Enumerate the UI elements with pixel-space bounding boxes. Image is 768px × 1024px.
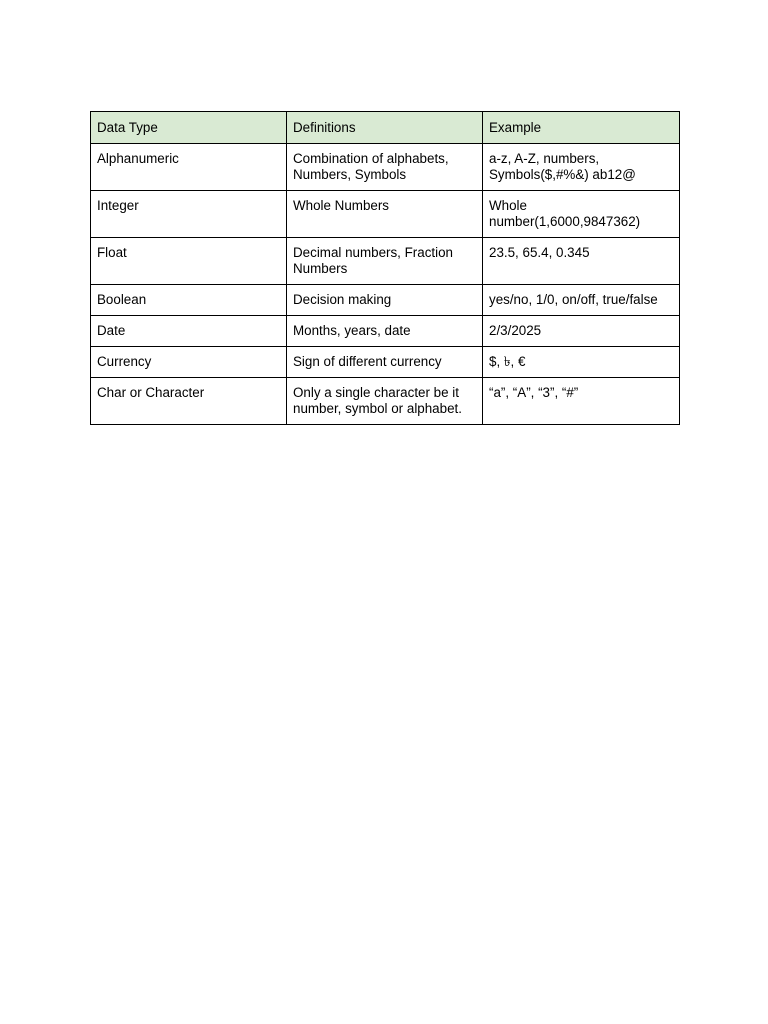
table-row [91, 285, 680, 316]
example-cell: Whole number(1,6000,9847362) [483, 191, 680, 238]
header-cell-example: Example [483, 112, 680, 144]
table-row [91, 347, 680, 378]
data-type-cell: Alphanumeric [91, 144, 287, 191]
data-type-cell: Integer [91, 191, 287, 238]
data-type-cell: Char or Character [91, 378, 287, 425]
data-type-cell: Float [91, 238, 287, 285]
data-type-cell: Date [91, 316, 287, 347]
data-type-cell: Currency [91, 347, 287, 378]
example-cell: 2/3/2025 [483, 316, 680, 347]
data-types-table [90, 111, 680, 425]
definition-cell: Sign of different currency [287, 347, 483, 378]
table-row [91, 144, 680, 191]
example-cell: $, ৳, € [483, 347, 680, 378]
data-type-cell: Boolean [91, 285, 287, 316]
definition-cell: Months, years, date [287, 316, 483, 347]
definition-cell: Decision making [287, 285, 483, 316]
table-row [91, 378, 680, 425]
table-row [91, 191, 680, 238]
header-cell-definitions: Definitions [287, 112, 483, 144]
definition-cell: Decimal numbers, Fraction Numbers [287, 238, 483, 285]
table-header-row [91, 112, 680, 144]
example-cell: “a”, “A”, “3”, “#” [483, 378, 680, 425]
table-row [91, 316, 680, 347]
header-cell-data-type: Data Type [91, 112, 287, 144]
example-cell: a-z, A-Z, numbers, Symbols($,#%&) ab12@ [483, 144, 680, 191]
definition-cell: Only a single character be it number, symbol or alphabet. [287, 378, 483, 425]
example-cell: 23.5, 65.4, 0.345 [483, 238, 680, 285]
example-cell: yes/no, 1/0, on/off, true/false [483, 285, 680, 316]
table-row [91, 238, 680, 285]
definition-cell: Whole Numbers [287, 191, 483, 238]
definition-cell: Combination of alphabets, Numbers, Symbols [287, 144, 483, 191]
